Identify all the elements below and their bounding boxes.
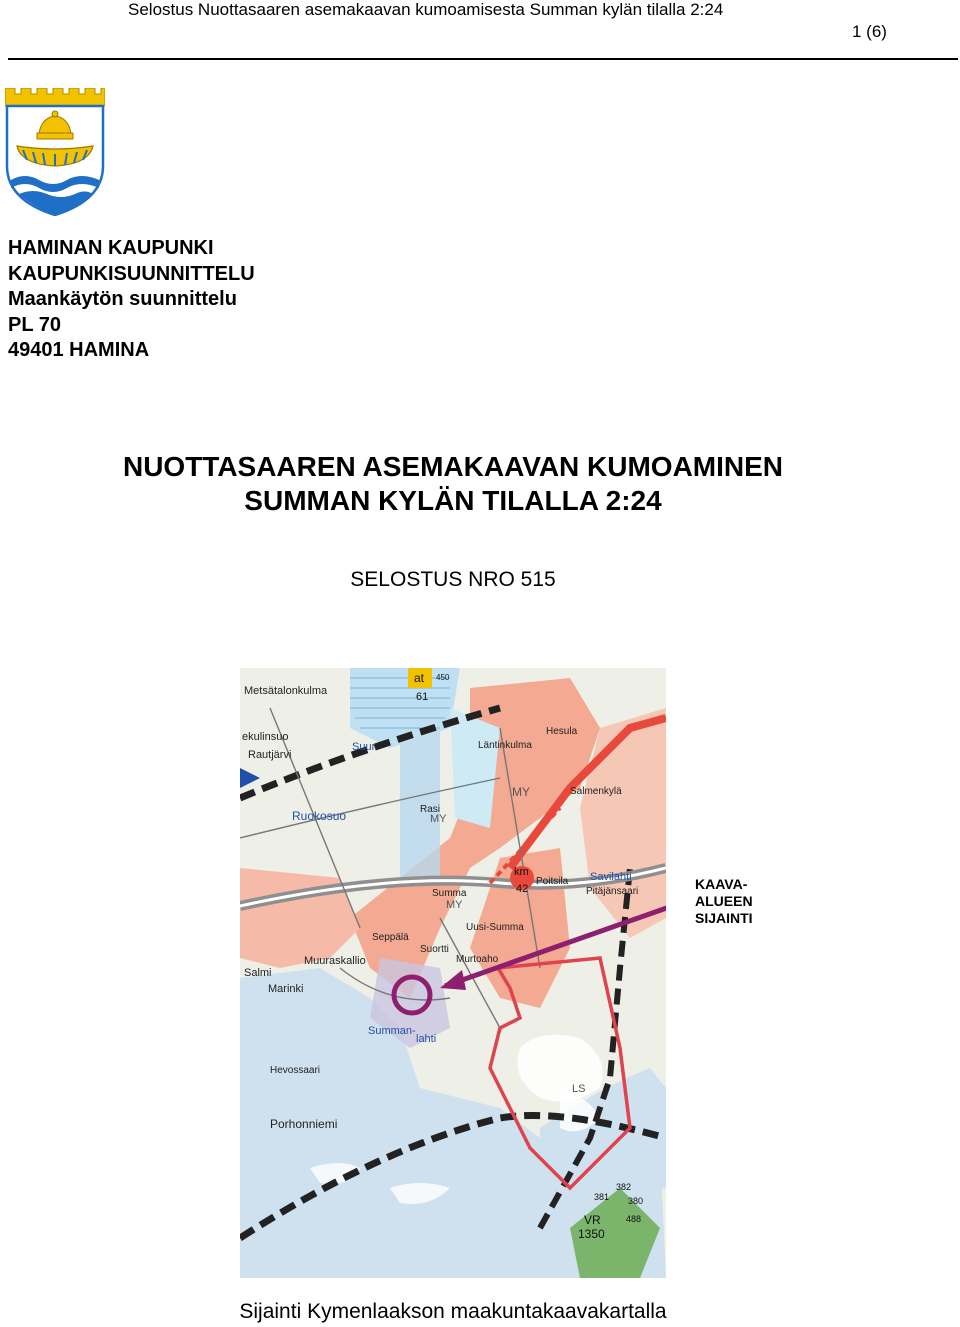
map-label-382: 382: [616, 1182, 632, 1192]
map-label-381: 381: [594, 1192, 610, 1202]
map-label-uusi-summa: Uusi-Summa: [466, 922, 524, 933]
map-label-summanlahti-2: lahti: [416, 1033, 437, 1045]
map-label-ls: LS: [572, 1083, 586, 1095]
map-label-savilahti: Savilahti: [590, 871, 632, 883]
map-label-my-3: MY: [446, 899, 463, 911]
org-postal-code: 49401 HAMINA: [8, 339, 150, 361]
map-label-salmenkyla: Salmenkylä: [570, 786, 622, 797]
map-label-488: 488: [626, 1214, 642, 1224]
map-image: [240, 668, 666, 1278]
map-label-salmi: Salmi: [244, 967, 272, 979]
map-label-murtoaho: Murtoaho: [456, 954, 499, 965]
map-label-porhonniemi: Porhonniemi: [270, 1117, 338, 1131]
map-label-at-number: 61: [416, 691, 429, 703]
map-label-hevossaari: Hevossaari: [270, 1065, 321, 1076]
map-label-ruokosuo: Ruokosuo: [292, 809, 347, 823]
header-divider: [8, 58, 958, 60]
map-label-kulinsuo: ekulinsuo: [242, 731, 289, 743]
header-title: Selostus Nuottasaaren asemakaavan kumoamisesta Summan kylän tilalla 2:24: [128, 0, 724, 19]
org-name: HAMINAN KAUPUNKI: [8, 237, 214, 259]
hamina-coat-of-arms-icon: [5, 88, 105, 216]
document-title-line2: SUMMAN KYLÄN TILALLA 2:24: [244, 485, 662, 516]
map-label-380: 380: [628, 1196, 644, 1206]
map-label-450: 450: [436, 673, 450, 682]
map-label-my-2: MY: [512, 785, 530, 799]
org-department: KAUPUNKISUUNNITTELU: [8, 262, 255, 285]
callout-line3: SIJAINTI: [695, 910, 753, 926]
map-label-poitsila: Poitsila: [536, 876, 569, 887]
map-label-vr-number: 1350: [578, 1227, 605, 1241]
map-label-lantinkulma: Läntinkulma: [478, 740, 532, 751]
org-unit: Maankäytön suunnittelu: [8, 288, 237, 310]
map-label-summa: Summa: [432, 888, 467, 899]
map-label-at: at: [414, 671, 425, 685]
map-label-metsatalonkulma: Metsätalonkulma: [244, 685, 328, 697]
map-label-rautjarvi: Rautjärvi: [248, 749, 292, 761]
map-label-marinki: Marinki: [268, 983, 304, 995]
document-number: SELOSTUS NRO 515: [350, 568, 556, 591]
map-label-km: km: [514, 866, 529, 878]
callout-line2: ALUEEN: [695, 893, 753, 909]
map-caption: Sijainti Kymenlaakson maakuntakaavakartalla: [239, 1300, 667, 1323]
map-label-muuraskallio: Muuraskallio: [304, 955, 366, 967]
org-po-box: PL 70: [8, 313, 61, 336]
page-number: 1 (6): [852, 22, 887, 41]
planning-area-callout: [695, 876, 753, 927]
map-label-vr: VR: [584, 1213, 601, 1227]
map-label-hesula: Hesula: [546, 726, 578, 737]
map-label-suortti: Suortti: [420, 944, 449, 955]
map-label-pitajansaari: Pitäjänsaari: [586, 886, 639, 897]
map-label-summanlahti-1: Summan-: [368, 1025, 416, 1037]
map-label-my-1: MY: [430, 813, 447, 825]
map-label-rasi: Rasi: [420, 804, 441, 815]
organization-address: [8, 236, 255, 364]
document-title: [0, 450, 906, 518]
callout-line1: KAAVA-: [695, 876, 748, 892]
map-label-suur: Suur: [352, 741, 376, 753]
regional-plan-map: [240, 668, 666, 1278]
map-label-km-number: 42: [516, 883, 529, 895]
document-title-line1: NUOTTASAAREN ASEMAKAAVAN KUMOAMINEN: [122, 451, 784, 482]
map-label-seppala: Seppälä: [372, 932, 409, 943]
